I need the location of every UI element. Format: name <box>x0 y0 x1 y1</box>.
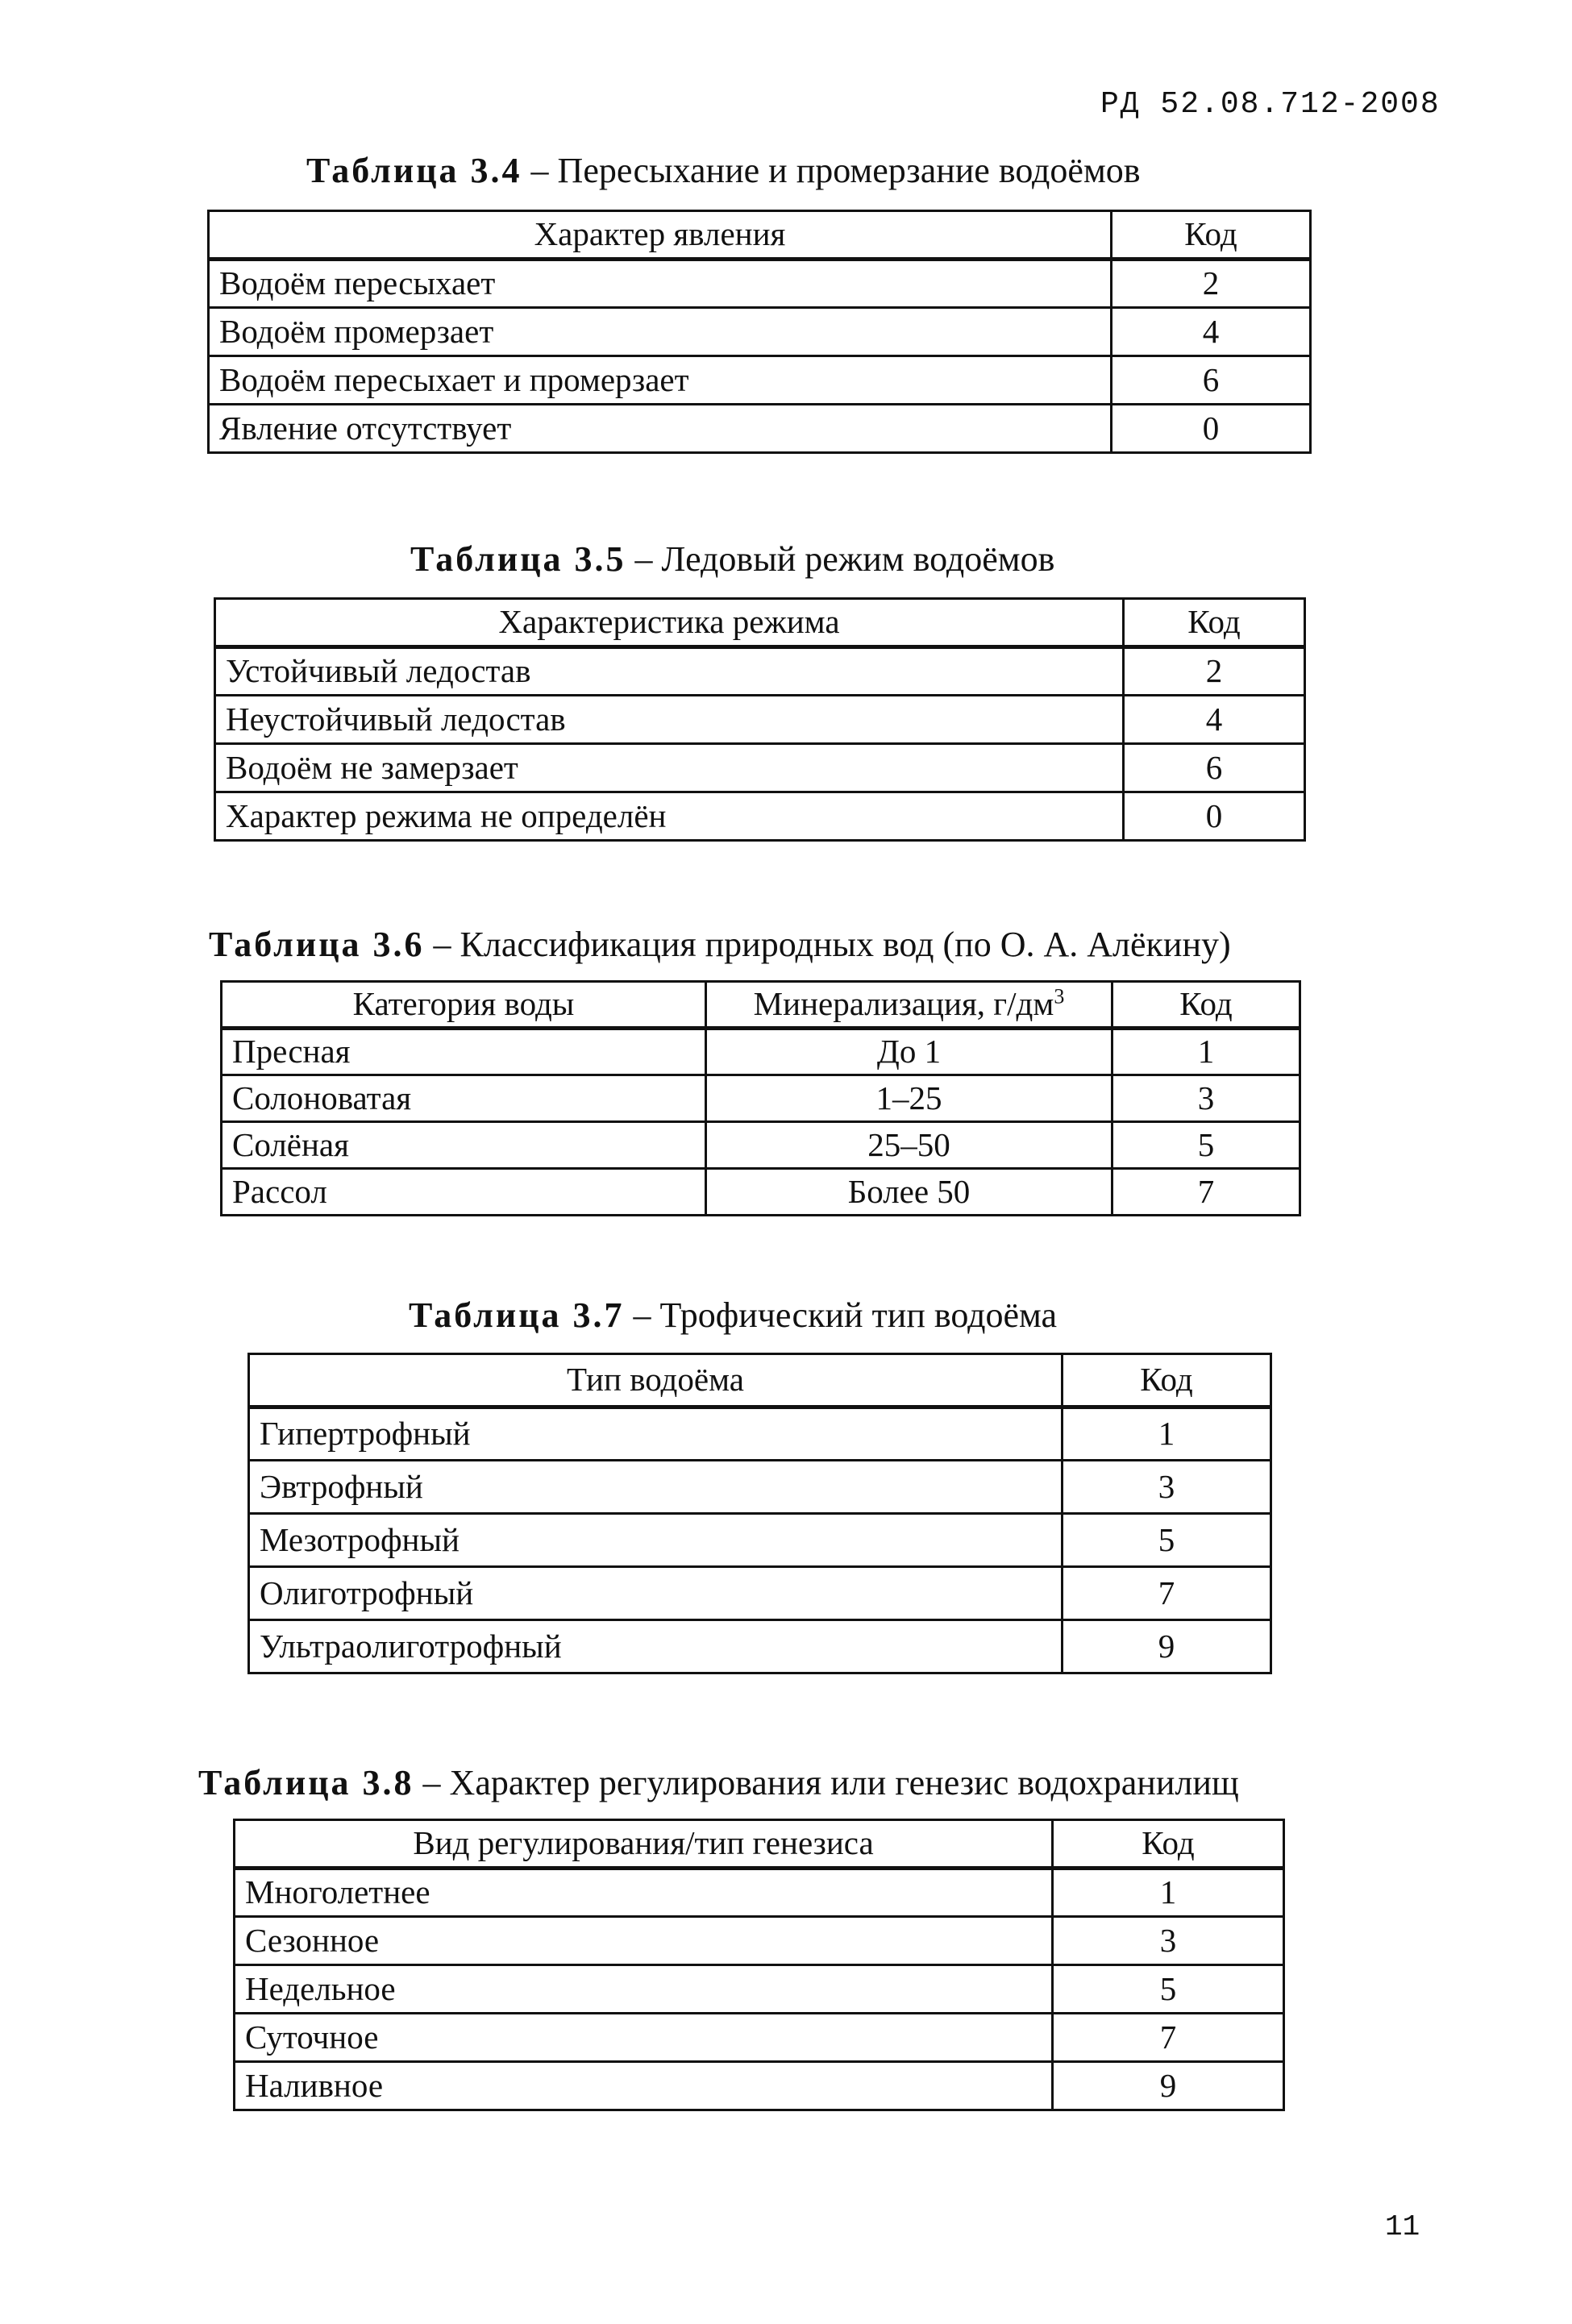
table-3-6-title: – Классификация природных вод (по О. А. Алёкину) <box>424 925 1231 964</box>
table-3-7-label: Таблица 3.7 <box>409 1295 625 1335</box>
table-cell: 9 <box>1063 1620 1271 1673</box>
table-cell: 1 <box>1063 1407 1271 1461</box>
table-cell: Суточное <box>235 2014 1053 2062</box>
column-header: Код <box>1112 982 1300 1029</box>
table-3-7-title: – Трофический тип водоёма <box>624 1295 1058 1335</box>
table-cell: 0 <box>1124 792 1305 841</box>
document-code: РД 52.08.712-2008 <box>1100 87 1441 122</box>
table-cell: Пресная <box>222 1029 706 1075</box>
table-cell: 5 <box>1053 1965 1284 2014</box>
table-cell: 25–50 <box>706 1122 1112 1169</box>
table-row <box>235 1965 1284 2014</box>
table-row <box>215 744 1305 792</box>
table-cell: 7 <box>1112 1169 1300 1216</box>
table-cell: Водоём пересыхает и промерзает <box>209 356 1112 405</box>
table-row <box>215 792 1305 841</box>
table-3-7 <box>247 1353 1272 1674</box>
table-3-5 <box>214 597 1306 842</box>
table-row <box>209 356 1311 405</box>
table-header-row <box>215 599 1305 647</box>
column-header: Тип водоёма <box>249 1354 1063 1407</box>
table-cell: 5 <box>1063 1514 1271 1567</box>
table-cell: 1 <box>1053 1869 1284 1917</box>
table-cell: Гипертрофный <box>249 1407 1063 1461</box>
table-header-row <box>222 982 1300 1029</box>
table-row <box>235 1869 1284 1917</box>
table-cell: 3 <box>1053 1917 1284 1965</box>
table-row <box>222 1122 1300 1169</box>
table-cell: Наливное <box>235 2062 1053 2110</box>
table-cell: 9 <box>1053 2062 1284 2110</box>
column-header: Категория воды <box>222 982 706 1029</box>
table-cell: 3 <box>1063 1461 1271 1514</box>
table-row <box>209 260 1311 308</box>
table-3-6-caption <box>209 927 1231 962</box>
table-row <box>215 696 1305 744</box>
table-cell: Сезонное <box>235 1917 1053 1965</box>
table-3-6 <box>220 980 1301 1216</box>
table-cell: 2 <box>1112 260 1311 308</box>
table-cell: 4 <box>1124 696 1305 744</box>
table-cell: Водоём не замерзает <box>215 744 1124 792</box>
table-cell: Неустойчивый ледостав <box>215 696 1124 744</box>
table-3-8 <box>233 1819 1285 2111</box>
table-row <box>209 308 1311 356</box>
table-3-5-title: – Ледовый режим водоёмов <box>626 539 1055 579</box>
table-3-6-label: Таблица 3.6 <box>209 925 425 964</box>
table-cell: 7 <box>1063 1567 1271 1620</box>
table-cell: Эвтрофный <box>249 1461 1063 1514</box>
table-cell: 2 <box>1124 647 1305 696</box>
table-row <box>235 2014 1284 2062</box>
column-header <box>706 982 1112 1029</box>
table-row <box>222 1029 1300 1075</box>
table-3-8-caption <box>198 1765 1239 1801</box>
table-cell: Более 50 <box>706 1169 1112 1216</box>
table-cell: Водоём промерзает <box>209 308 1112 356</box>
table-cell: 6 <box>1112 356 1311 405</box>
table-header-row <box>249 1354 1271 1407</box>
table-3-8-label: Таблица 3.8 <box>198 1763 414 1802</box>
table-cell: Характер режима не определён <box>215 792 1124 841</box>
table-cell: 0 <box>1112 405 1311 453</box>
column-header: Характер явления <box>209 211 1112 260</box>
table-row <box>222 1169 1300 1216</box>
table-cell: Явление отсутствует <box>209 405 1112 453</box>
table-row <box>222 1075 1300 1122</box>
column-header: Код <box>1124 599 1305 647</box>
table-row <box>215 647 1305 696</box>
table-cell: Водоём пересыхает <box>209 260 1112 308</box>
column-header: Код <box>1053 1820 1284 1869</box>
table-cell: 1 <box>1112 1029 1300 1075</box>
table-cell: 7 <box>1053 2014 1284 2062</box>
table-3-5-label: Таблица 3.5 <box>410 539 626 579</box>
table-cell: Солёная <box>222 1122 706 1169</box>
table-header-row <box>235 1820 1284 1869</box>
table-row <box>249 1461 1271 1514</box>
table-3-7-caption <box>409 1295 1058 1335</box>
table-3-4-label: Таблица 3.4 <box>306 151 522 190</box>
table-cell: 1–25 <box>706 1075 1112 1122</box>
column-header: Характеристика режима <box>215 599 1124 647</box>
table-row <box>209 405 1311 453</box>
table-cell: 3 <box>1112 1075 1300 1122</box>
table-cell: Многолетнее <box>235 1869 1053 1917</box>
table-row <box>249 1514 1271 1567</box>
column-header: Вид регулирования/тип генезиса <box>235 1820 1053 1869</box>
table-cell: До 1 <box>706 1029 1112 1075</box>
table-3-4 <box>207 210 1312 454</box>
table-3-4-title: – Пересыхание и промерзание водоёмов <box>522 151 1141 190</box>
page-number: 11 <box>1385 2210 1420 2243</box>
table-cell: 6 <box>1124 744 1305 792</box>
table-cell: Солоноватая <box>222 1075 706 1122</box>
table-header-row <box>209 211 1311 260</box>
table-cell: 4 <box>1112 308 1311 356</box>
table-cell: Рассол <box>222 1169 706 1216</box>
table-row <box>249 1407 1271 1461</box>
column-header-text: Минерализация, г/дм <box>753 985 1054 1023</box>
table-row <box>249 1620 1271 1673</box>
table-cell: Ультраолиготрофный <box>249 1620 1063 1673</box>
table-cell: Мезотрофный <box>249 1514 1063 1567</box>
table-cell: Недельное <box>235 1965 1053 2014</box>
table-3-5-caption <box>410 539 1055 579</box>
superscript: 3 <box>1054 984 1065 1008</box>
column-header: Код <box>1063 1354 1271 1407</box>
table-3-4-caption <box>306 153 1141 189</box>
table-cell: Устойчивый ледостав <box>215 647 1124 696</box>
table-3-8-title: – Характер регулирования или генезис водохранилищ <box>414 1763 1239 1802</box>
table-cell: Олиготрофный <box>249 1567 1063 1620</box>
column-header: Код <box>1112 211 1311 260</box>
table-row <box>235 2062 1284 2110</box>
table-row <box>249 1567 1271 1620</box>
table-cell: 5 <box>1112 1122 1300 1169</box>
table-row <box>235 1917 1284 1965</box>
